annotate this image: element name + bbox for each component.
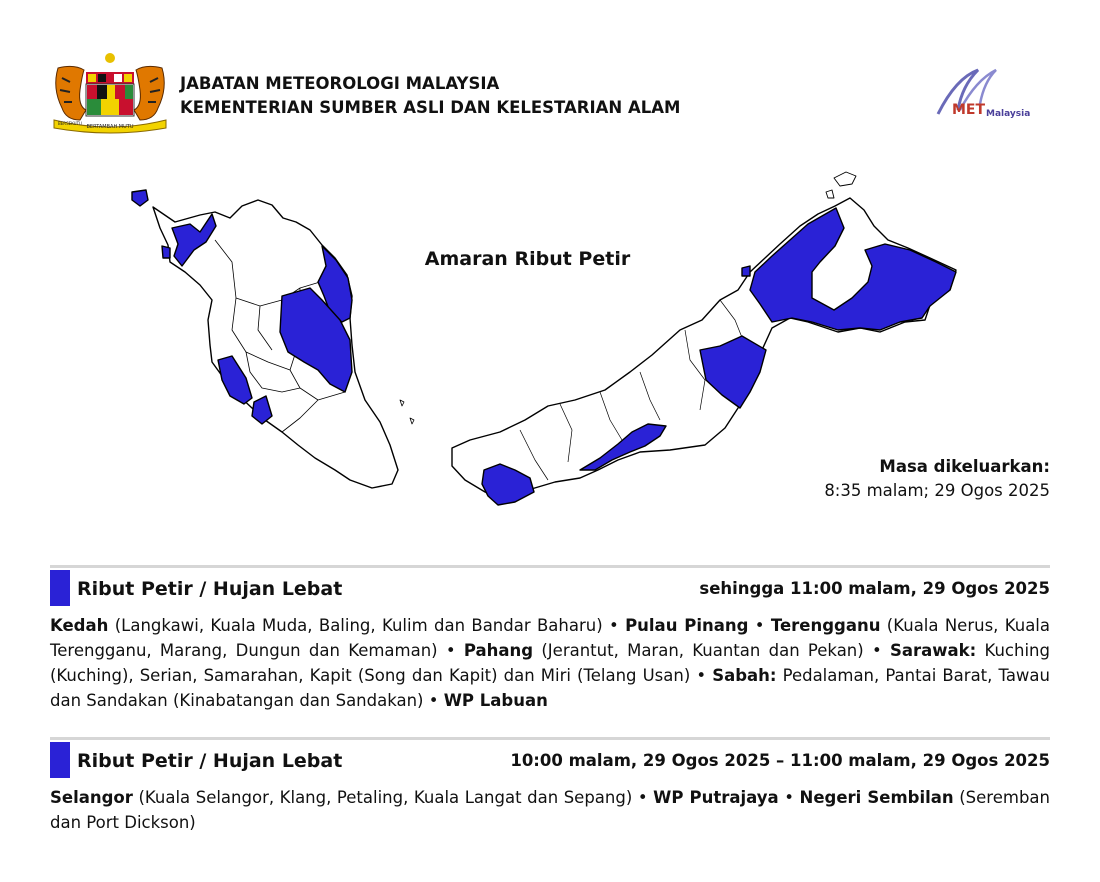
area-state: Sabah: xyxy=(712,666,777,685)
area-state: Pahang xyxy=(463,641,534,660)
area-state: WP Putrajaya xyxy=(653,788,779,807)
issued-time xyxy=(824,455,1050,503)
issued-label: Masa dikeluarkan: xyxy=(879,457,1050,476)
region-langkawi xyxy=(132,190,148,206)
warning-areas: Kedah (Langkawi, Kuala Muda, Baling, Kulim dan Bandar Baharu) • Pulau Pinang • Terengganu (Kuala Nerus, Kuala Terengganu, Marang, Dungun dan Kemaman) • Pahang (Jerantut, Maran, Kuantan dan Pekan) • Sarawak: Kuching (Kuching), Serian, Samarahan, Kapit (Song dan Kapit) dan Miri (Telang Usan) • Sabah: Pedalaman, Pantai Barat, Tawau dan Sandakan (Kinabatangan dan Sandakan) • WP Labuan xyxy=(50,616,1050,710)
region-pulau-pinang xyxy=(162,246,170,258)
area-state: Terengganu xyxy=(770,616,881,635)
issued-value: 8:35 malam; 29 Ogos 2025 xyxy=(824,481,1050,500)
map-title: Amaran Ribut Petir xyxy=(424,248,631,270)
warning-period: 10:00 malam, 29 Ogos 2025 – 11:00 malam, 29 Ogos 2025 xyxy=(510,751,1050,770)
warning-section-2 xyxy=(50,737,1050,835)
area-detail: (Jerantut, Maran, Kuantan dan Pekan) xyxy=(533,641,864,660)
warning-color-bar xyxy=(50,742,70,778)
warning-type: Ribut Petir / Hujan Lebat xyxy=(77,750,343,772)
agency-name: JABATAN METEOROLOGI MALAYSIA xyxy=(180,74,500,93)
area-detail: (Kuala Nerus, Kuala Terengganu, Marang, Dungun dan Kemaman) xyxy=(50,616,1050,660)
warning-section-1 xyxy=(50,565,1050,713)
warning-type: Ribut Petir / Hujan Lebat xyxy=(77,578,343,600)
crest-motto: BERTAMBAH MUTU xyxy=(86,124,134,130)
area-detail: (Seremban dan Port Dickson) xyxy=(50,788,1050,832)
area-state: Negeri Sembilan xyxy=(799,788,954,807)
warning-color-bar xyxy=(50,570,70,606)
ministry-name: KEMENTERIAN SUMBER ASLI DAN KELESTARIAN ALAM xyxy=(180,98,681,117)
warning-period: sehingga 11:00 malam, 29 Ogos 2025 xyxy=(699,579,1050,598)
area-detail: (Kuala Selangor, Klang, Petaling, Kuala Langat dan Sepang) xyxy=(132,788,633,807)
area-state: WP Labuan xyxy=(443,691,548,710)
area-detail: Pedalaman, Pantai Barat, Tawau dan Sandakan (Kinabatangan dan Sandakan) xyxy=(50,666,1050,710)
area-state: Sarawak: xyxy=(889,641,977,660)
region-wp-labuan xyxy=(742,266,750,276)
area-state: Selangor xyxy=(50,788,133,807)
logo-malaysia-text: Malaysia xyxy=(986,109,1031,119)
logo-met-text: MET xyxy=(952,102,986,118)
area-state: Kedah xyxy=(50,616,109,635)
area-detail: (Langkawi, Kuala Muda, Baling, Kulim dan Bandar Baharu) xyxy=(108,616,603,635)
warning-areas: Selangor (Kuala Selangor, Klang, Petaling, Kuala Langat dan Sepang) • WP Putrajaya • Negeri Sembilan (Seremban dan Port Dickson) xyxy=(50,788,1050,832)
area-detail: Kuching (Kuching), Serian, Samarahan, Kapit (Song dan Kapit) dan Miri (Telang Usan) xyxy=(50,641,1050,685)
crest-motto-left: BERSEKUTU xyxy=(58,121,82,126)
area-state: Pulau Pinang xyxy=(625,616,749,635)
